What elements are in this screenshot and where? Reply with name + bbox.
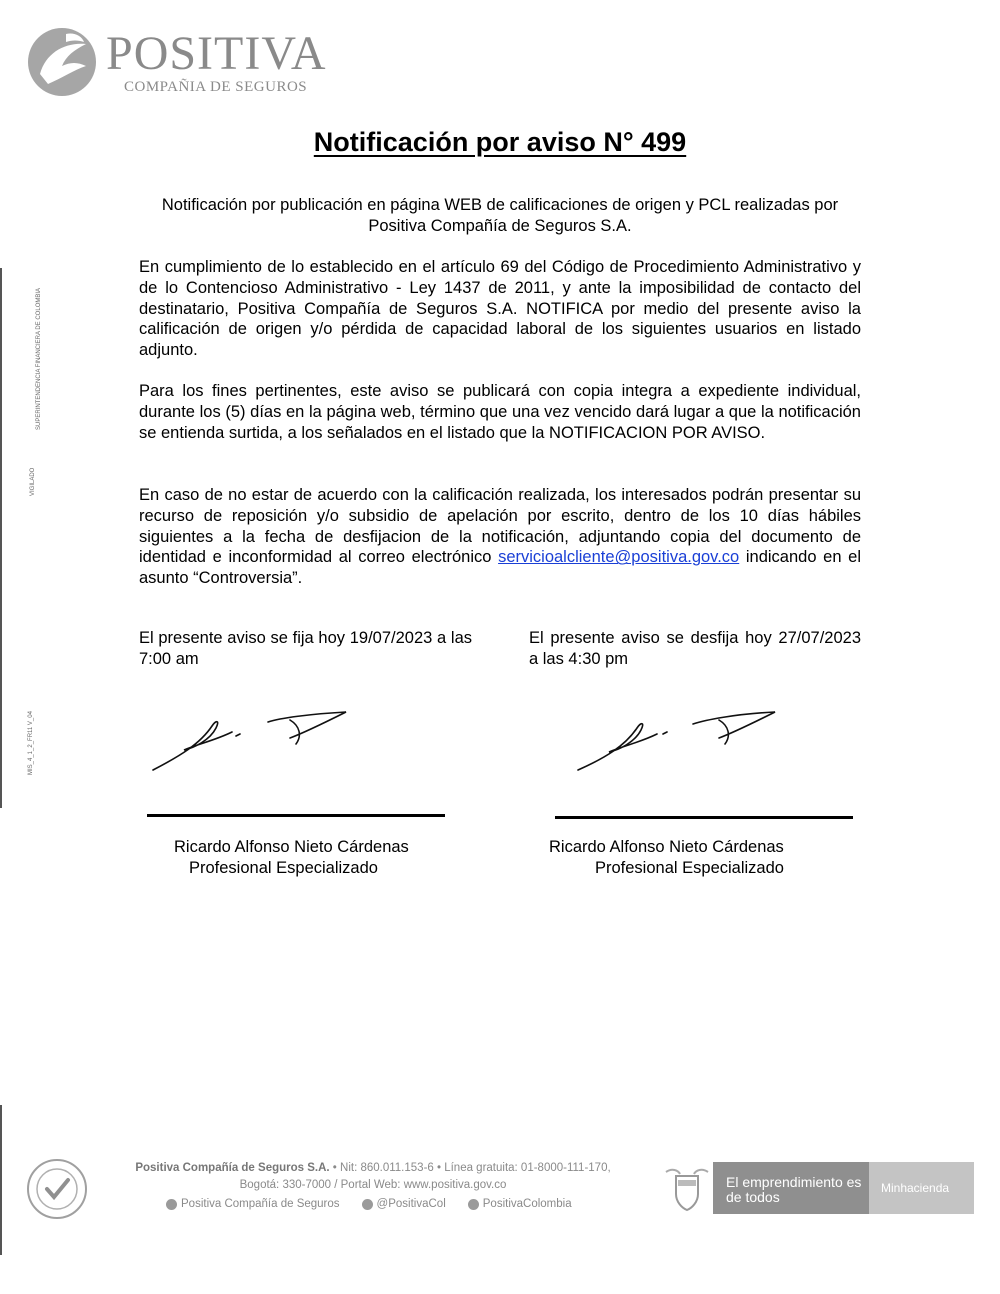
paragraph-publication: Para los fines pertinentes, este aviso se publicará con copia integra a expediente individual, durante los (5) días en la página web, término que una vez vencido dará lugar a que la notificación se entienda surtida, a los señalados en el listado que la NOTIFICACION POR AVISO. — [139, 382, 861, 442]
signer-name-right: Ricardo Alfonso Nieto Cárdenas — [549, 838, 784, 856]
footer-nit: • Nit: 860.011.153-6 • Línea gratuita: 01-8000-111-170, — [329, 1162, 611, 1174]
vigilado-mark: VIGILADO — [30, 467, 36, 496]
signature-line-left — [147, 814, 445, 817]
company-logo — [26, 22, 326, 102]
page-title-wrap — [0, 127, 1000, 158]
page-title: Notificación por aviso N° 499 — [313, 127, 687, 157]
margin-rule-bottom — [0, 1105, 2, 1255]
coat-of-arms-icon — [662, 1164, 712, 1214]
signature-right — [575, 708, 785, 778]
appeal-text: En caso de no estar de acuerdo con la calificación realizada, los interesados podrán presentar su recurso de reposición y/o subsidio de apelación por escrito, dentro de los 10 días hábiles siguientes a la fecha de desfijacion de la notificación, adjuntando copia del documento de identidad e inconformidad al correo electrónico — [139, 486, 861, 567]
brand-name: POSITIVA — [106, 27, 327, 80]
paragraph-appeal — [139, 485, 861, 589]
appeal-text-end: indicando en el asunto “Controversia”. — [139, 548, 861, 588]
signer-role-right: Profesional Especializado — [595, 859, 784, 877]
unfix-date-text: El presente aviso se desfija hoy 27/07/2023 a las 4:30 pm — [529, 629, 861, 668]
social-youtube[interactable] — [468, 1198, 572, 1210]
social-twitter[interactable] — [362, 1198, 446, 1210]
signature-left — [150, 706, 360, 776]
margin-rule-top — [0, 268, 2, 808]
superintendencia-mark: SUPERINTENDENCIA FINANCIERA DE COLOMBIA — [36, 287, 42, 430]
subtitle: Notificación por publicación en página WEB de calificaciones de origen y PCL realizadas por Positiva Compañía de Seguros S.A. — [161, 196, 839, 235]
social-label: PositivaColombia — [482, 1198, 572, 1210]
footer-social — [166, 1198, 596, 1210]
document-code: MIS_4_1_2_FR11 V_04 — [28, 711, 34, 775]
twitter-icon — [362, 1199, 373, 1210]
footer-line-2: Bogotá: 330-7000 / Portal Web: www.positiva.gov.co — [239, 1179, 507, 1191]
footer-company: Positiva Compañía de Seguros S.A. — [135, 1162, 330, 1174]
signature-line-right — [555, 816, 853, 819]
youtube-icon — [468, 1199, 479, 1210]
gov-band: El emprendimiento es de todos — [713, 1162, 869, 1214]
social-label: Positiva Compañía de Seguros — [181, 1198, 340, 1210]
signer-name-left: Ricardo Alfonso Nieto Cárdenas — [174, 838, 409, 856]
ministry-band: Minhacienda — [869, 1162, 974, 1214]
email-link[interactable]: servicioalcliente@positiva.gov.co — [498, 548, 740, 567]
facebook-icon — [166, 1199, 177, 1210]
social-label: @PositivaCol — [376, 1198, 446, 1210]
signer-role-left: Profesional Especializado — [189, 859, 378, 877]
social-facebook[interactable] — [166, 1198, 340, 1210]
certification-seal-icon — [26, 1158, 88, 1220]
logo-emblem-icon — [26, 22, 104, 102]
paragraph-compliance: En cumplimiento de lo establecido en el artículo 69 del Código de Procedimiento Administrativo y de lo Contencioso Administrativo - Ley 1437 de 2011, y ante la imposibilidad de contacto del destinatario, Positiva Compañía de Seguros S.A. NOTIFICA por medio del presente aviso la calificación de origen y/o pérdida de capacidad laboral de los siguientes usuarios en listado adjunto. — [139, 258, 861, 360]
brand-subtitle: COMPAÑIA DE SEGUROS — [124, 79, 308, 95]
footer-contact — [108, 1160, 638, 1194]
fix-date-text: El presente aviso se fija hoy 19/07/2023 a las 7:00 am — [139, 629, 472, 668]
footer-line-1 — [108, 1160, 638, 1177]
